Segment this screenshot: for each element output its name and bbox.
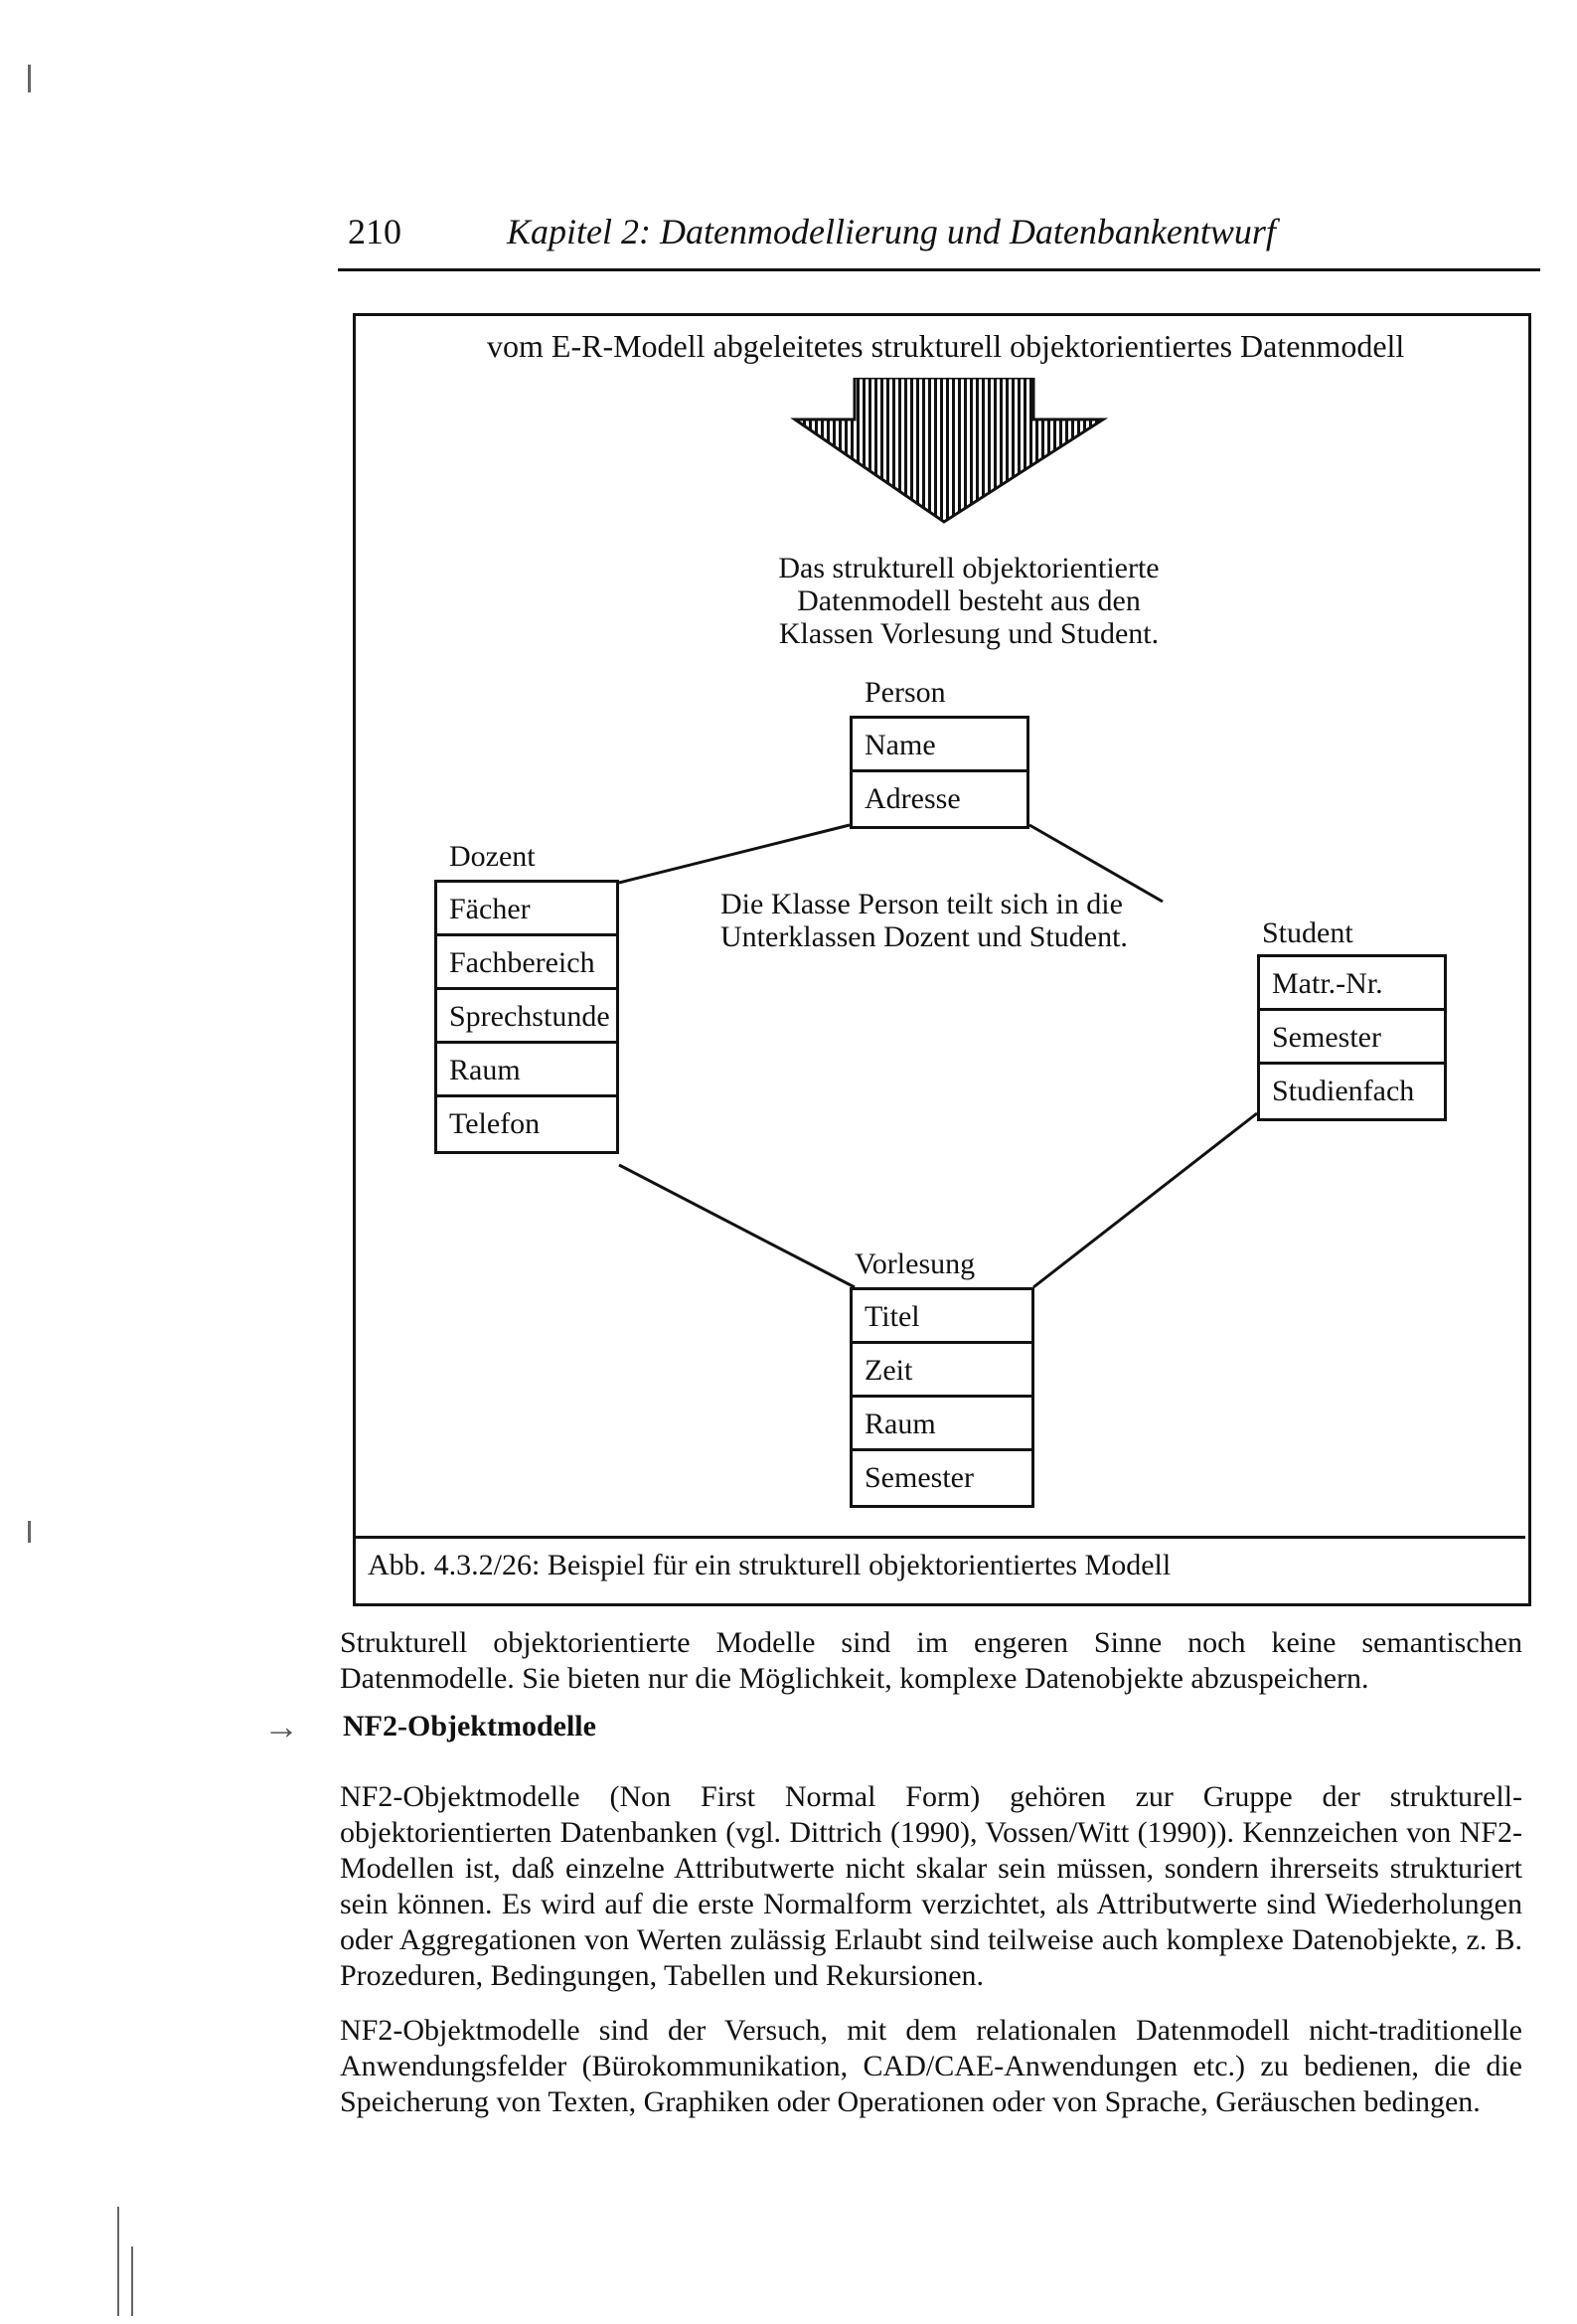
attribute-row: Zeit (853, 1344, 1031, 1398)
attribute-row: Telefon (449, 1107, 541, 1140)
attribute-row: Studienfach (1272, 1075, 1415, 1107)
class-box-dozent (434, 880, 619, 1154)
attribute-row: Semester (865, 1461, 974, 1494)
class-label-dozent: Dozent (449, 840, 536, 873)
class-label-vorlesung: Vorlesung (855, 1247, 976, 1280)
attribute-row: Raum (437, 1044, 616, 1097)
attribute-row: Adresse (865, 782, 961, 815)
margin-arrow-icon: → (263, 1707, 299, 1746)
connector-dozent-vorlesung (619, 1165, 855, 1287)
attribute-row: Fächer (437, 883, 616, 936)
class-box-student (1257, 954, 1447, 1121)
attribute-row: Titel (853, 1290, 1031, 1344)
class-box-vorlesung (850, 1287, 1034, 1508)
note-line: Die Klasse Person teilt sich in die (720, 888, 1123, 920)
attribute-row: Sprechstunde (437, 990, 616, 1044)
attribute-row: Raum (853, 1398, 1031, 1451)
class-box-person (850, 716, 1029, 829)
class-label-student: Student (1262, 916, 1353, 949)
note-line: Klassen Vorlesung und Student. (778, 617, 1160, 650)
paragraph-intro: Strukturell objektorientierte Modelle sind im engeren Sinne noch keine semantischen Datenmodelle. Sie bieten nur die Möglichkeit, komplexe Datenobjekte abzuspeichern. (340, 1626, 1522, 1695)
note-line: Das strukturell objektorientierte (778, 552, 1160, 584)
attribute-row: Fachbereich (437, 936, 616, 990)
attribute-row: Matr.-Nr. (1260, 957, 1444, 1011)
connector-person-dozent (619, 825, 850, 883)
section-heading: NF2-Objektmodelle (343, 1710, 596, 1743)
connector-student-vorlesung (1033, 1113, 1257, 1287)
chapter-title: Kapitel 2: Datenmodellierung und Datenbankentwurf (507, 212, 1276, 251)
page-number: 210 (348, 212, 401, 251)
attribute-row: Name (853, 719, 1026, 772)
connector-person-student (1029, 825, 1163, 902)
paragraph-nf2-purpose: NF2-Objektmodelle sind der Versuch, mit dem relationalen Datenmodell nicht-traditionelle Anwendungsfelder (Bürokommunikation, CAD/CAE-Anwendungen etc.) zu bedienen, die die Speicherung von Texten, Graphiken oder Operationen oder von Sprache, Geräuschen bedingen. (340, 2014, 1522, 2118)
class-label-person: Person (865, 676, 946, 709)
note-line: Unterklassen Dozent und Student. (720, 920, 1128, 953)
note-line: Datenmodell besteht aus den (797, 584, 1141, 617)
attribute-row: Semester (1260, 1011, 1444, 1065)
figure-caption: Abb. 4.3.2/26: Beispiel für ein strukturell objektorientiertes Modell (368, 1549, 1172, 1581)
figure-title: vom E-R-Modell abgeleitetes strukturell objektorientiertes Datenmodell (487, 328, 1405, 364)
paragraph-nf2-definition: NF2-Objektmodelle (Non First Normal Form) gehören zur Gruppe der strukturell-objektorientierten Datenbanken (vgl. Dittrich (1990), Vossen/Witt (1990)). Kennzeichen von NF2-Modellen ist, daß einzelne Attributwerte nicht skalar sein müssen, sondern ihrerseits strukturiert sein können. Es wird auf die erste Normalform verzichtet, als Attributwerte sind Wiederholungen oder Aggregationen von Werten zulässig Erlaubt sind teilweise auch komplexe Datenobjekte, z. B. Prozeduren, Bedingungen, Tabellen und Rekursionen. (340, 1780, 1522, 1992)
